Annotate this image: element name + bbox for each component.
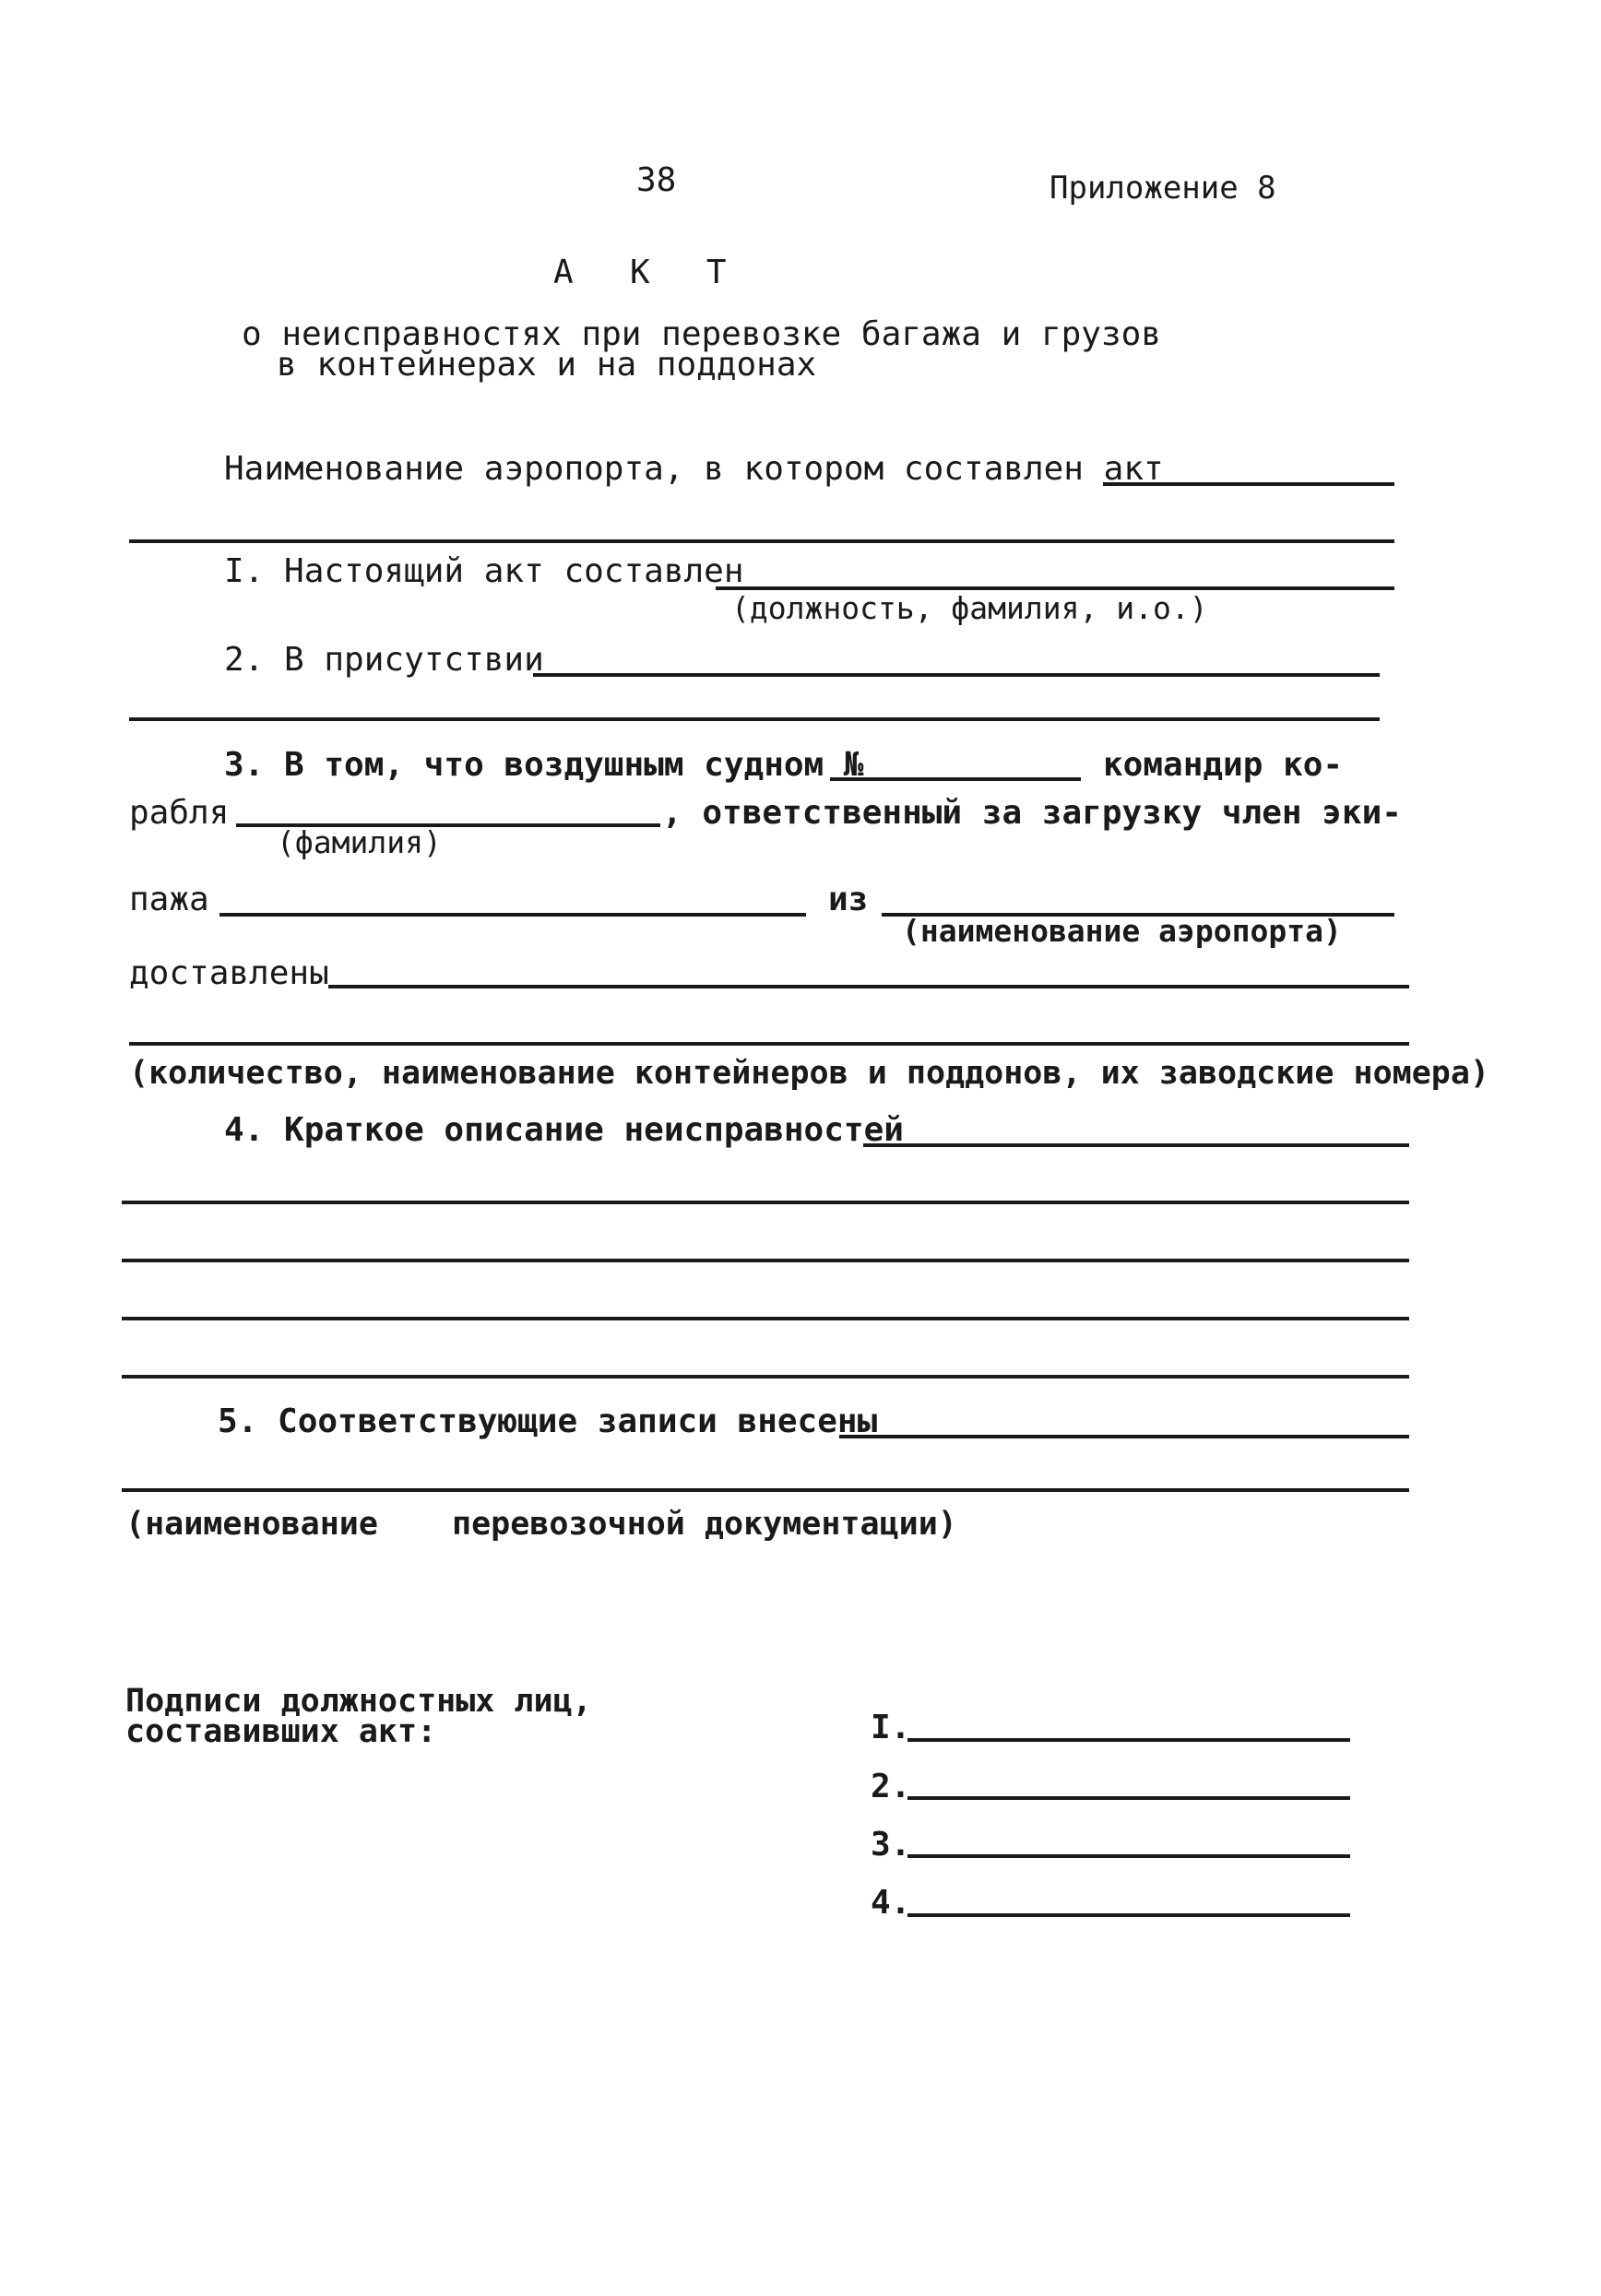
presence-field[interactable] [533,673,1380,677]
delivered-label: доставлены [129,954,329,992]
defects-line-4[interactable] [122,1317,1409,1320]
defects-line-2[interactable] [122,1201,1409,1204]
delivered-field-continued[interactable] [129,1042,1409,1046]
signature-number-2: 2. [871,1768,911,1805]
airport-field[interactable] [1103,482,1394,486]
records-field[interactable] [839,1435,1409,1438]
crew-member-field[interactable] [219,913,806,917]
act-title: А К Т [553,254,745,291]
page-number: 38 [636,161,677,199]
aircraft-number-field[interactable] [830,777,1081,781]
item4-label: 4. Краткое описание неисправностей [224,1111,904,1149]
defects-line-3[interactable] [122,1259,1409,1262]
signature-line-2[interactable] [907,1796,1350,1800]
delivered-hint: (количество, наименование контейнеров и поддонов, их заводские номера) [129,1055,1490,1092]
delivered-field[interactable] [328,985,1409,988]
signature-line-1[interactable] [907,1738,1350,1742]
item3-label: 3. В том, что воздушным судном № [224,746,864,784]
airport-label: Наименование аэропорта, в котором составлен акт [224,450,1164,488]
item5-label: 5. Соответствующие записи внесены [218,1402,878,1440]
signature-line-4[interactable] [907,1913,1350,1917]
presence-field-continued[interactable] [129,717,1380,721]
item1-label: I. Настоящий акт составлен [224,552,744,590]
signature-number-3: 3. [871,1826,911,1864]
signatures-title-line1: Подписи должностных лиц, [125,1683,592,1720]
from-label: из [828,881,869,918]
act-subtitle-line2: в контейнерах и на поддонах [277,346,817,384]
records-field-continued[interactable] [122,1488,1409,1492]
signature-number-4: 4. [871,1884,911,1922]
responsible-label: , ответственный за загрузку член эки- [662,794,1402,832]
commander-name-hint: (фамилия) [277,824,442,860]
records-hint-b: перевозочной документации) [452,1506,957,1543]
records-hint-a: (наименование [125,1506,378,1543]
defects-field[interactable] [863,1143,1409,1147]
airport-field-continued[interactable] [129,539,1394,543]
commander-label: командир ко- [1103,746,1344,784]
item2-label: 2. В присутствии [224,641,544,679]
appendix-label: Приложение 8 [1050,170,1276,207]
compiler-hint: (должность, фамилия, и.о.) [731,590,1208,626]
ship-label: рабля [129,794,230,832]
origin-airport-hint: (наименование аэропорта) [902,913,1342,949]
signature-number-1: I. [871,1709,911,1746]
defects-line-5[interactable] [122,1375,1409,1379]
signature-line-3[interactable] [907,1854,1350,1858]
crew-label: пажа [129,881,209,918]
signatures-title-line2: составивших акт: [125,1713,437,1750]
act-subtitle-line1: о неисправностях при перевозке багажа и грузов [242,315,1161,353]
